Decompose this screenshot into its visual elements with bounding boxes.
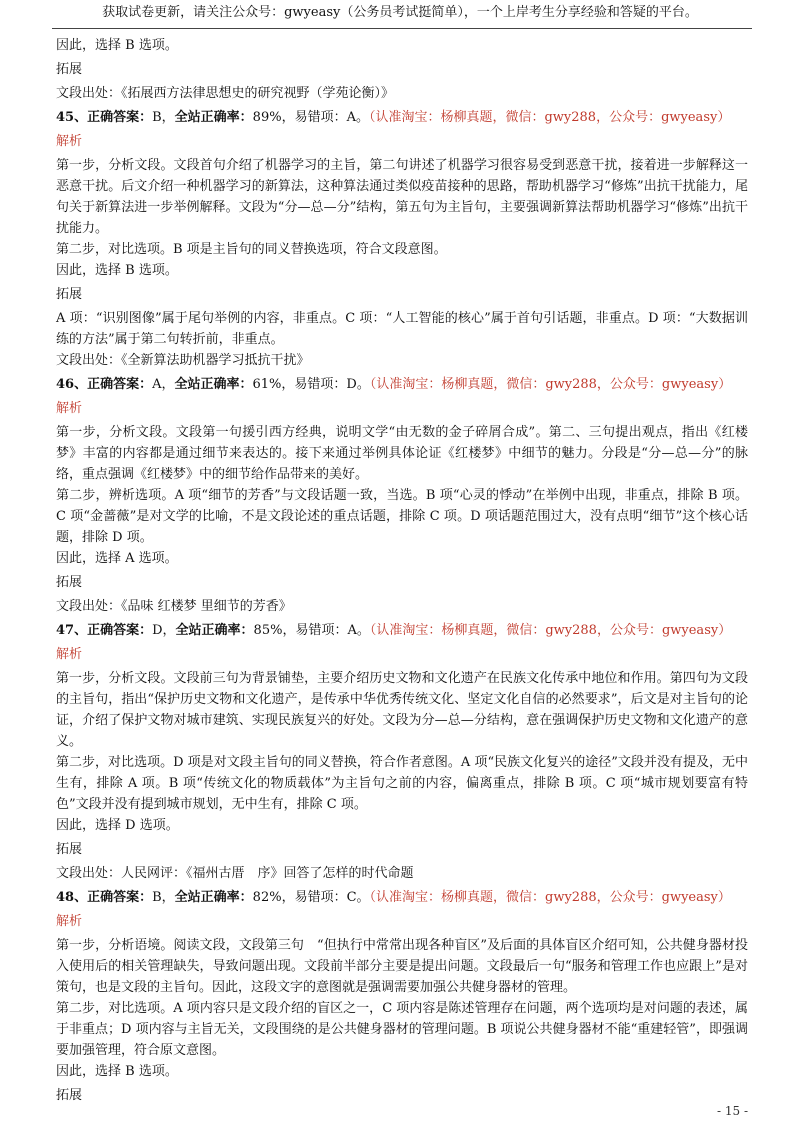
q45-tuozhan: 拓展 (56, 287, 83, 302)
q46-conclusion: 因此，选择 A 选项。 (56, 551, 178, 566)
q47-step1: 第一步，分析文段。文段前三句为背景铺垫，主要介绍历史文物和文化遗产在民族文化传承中地位和作用。第四句为文段的主旨句，指出“保护历史文物和文化遗产，是传承中华优秀传统文化、坚定文化自信的必然要求”，后文是对主旨句的论证，介绍了保护文物对城市建筑、实现民族复兴的好处。文段为分—总—分结构，意在强调保护历史文物和文化遗产的意义。 (56, 671, 748, 749)
q46-rate: 61%，易错项：D。 (252, 377, 370, 392)
q47-rate-label: 全站正确率： (175, 623, 254, 638)
q48-step1: 第一步，分析语境。阅读文段，文段第三句 “但执行中常常出现各种盲区”及后面的具体盲区介绍可知，公共健身器材投入使用后的相关管理缺失，导致问题出现。文段前半部分主要是提出问题。文段最后一句“服务和管理工作也应跟上”是对策句，也是文段的主旨句。因此，这段文字的意图就是强调需要加强公共健身器材的管理。 (56, 938, 748, 995)
q47-num: 47、正确答案： (56, 623, 153, 638)
q45-step2: 第二步，对比选项。B 项是主旨句的同义替换选项，符合文段意图。 (56, 242, 447, 257)
q45-rate: 89%，易错项：A。 (252, 110, 369, 125)
q47-tuozhan: 拓展 (56, 842, 83, 857)
q47-ans: D， (152, 623, 176, 638)
q45-jiexi: 解析 (56, 134, 83, 149)
q45-conclusion: 因此，选择 B 选项。 (56, 263, 178, 278)
q45-answer-line (56, 107, 748, 128)
q48-tuozhan: 拓展 (56, 1088, 83, 1103)
q48-rate-label: 全站正确率： (174, 890, 253, 905)
q47-rate: 85%，易错项：A。 (253, 623, 370, 638)
page-header: 获取试卷更新，请关注公众号：gwyeasy（公务员考试挺简单），一个上岸考生分享经验和答疑的平台。 (102, 5, 698, 20)
q46-source: 文段出处：《品味 红楼梦 里细节的芳香》 (56, 599, 292, 614)
header-divider (52, 28, 752, 29)
q48-step2: 第二步，对比选项。A 项内容只是文段介绍的盲区之一，C 项内容是陈述管理存在问题，两个选项均是对问题的表述，属于非重点；D 项内容与主旨无关，文段围绕的是公共健身器材的管理问题。B 项说公共健身器材不能“重建轻管”，即强调要加强管理，符合原文意图。 (56, 1001, 748, 1058)
q46-num: 46、正确答案： (56, 377, 153, 392)
q48-jiexi: 解析 (56, 914, 83, 929)
document-body (56, 35, 748, 1106)
q45-options-note: A 项：“识别图像”属于尾句举例的内容，非重点。C 项：“人工智能的核心”属于首句引话题，非重点。D 项：“大数据训练的方法”属于第二句转折前，非重点。 (56, 311, 748, 347)
q46-ans: A， (152, 377, 175, 392)
q47-step2: 第二步，对比选项。D 项是对文段主旨句的同义替换，符合作者意图。A 项“民族文化复兴的途径”文段并没有提及，无中生有，排除 A 项。B 项“传统文化的物质载体”为主旨句之前的内容，偏离重点，排除 B 项。C 项“城市规划要富有特色”文段并没有提到城市规划，无中生有，排除 C 项。 (56, 755, 748, 812)
q48-promo: （认准淘宝：杨柳真题，微信：gwy288，公众号：gwyeasy） (369, 890, 731, 905)
q45-promo: （认准淘宝：杨柳真题，微信：gwy288，公众号：gwyeasy） (368, 110, 731, 125)
q46-step2: 第二步，辨析选项。A 项“细节的芳香”与文段话题一致，当选。B 项“心灵的悸动”在举例中出现，非重点，排除 B 项。C 项“金蔷薇”是对文学的比喻，不是文段论述的重点话题，排除 C 项。D 项话题范围过大，没有点明“细节”这个核心话题，排除 D 项。 (56, 488, 748, 545)
q48-ans: B， (152, 890, 175, 905)
q46-jiexi: 解析 (56, 401, 83, 416)
q47-promo: （认准淘宝：杨柳真题，微信：gwy288，公众号：gwyeasy） (369, 623, 732, 638)
q46-step1: 第一步，分析文段。文段第一句援引西方经典，说明文学“由无数的金子碎屑合成”。第二、三句提出观点，指出《红楼梦》丰富的内容都是通过细节来表达的。接下来通过举例具体论证《红楼梦》中细节的魅力。分段是“分—总—分”的脉络，重点强调《红楼梦》中的细节给作品带来的美好。 (56, 425, 748, 482)
q45-source: 文段出处：《全新算法助机器学习抵抗干扰》 (56, 353, 310, 368)
q45-num: 45、正确答案： (56, 110, 153, 125)
q48-conclusion: 因此，选择 B 选项。 (56, 1064, 178, 1079)
q48-answer-line (56, 887, 748, 908)
intro-tuozhan: 拓展 (56, 62, 83, 77)
q45-rate-label: 全站正确率： (174, 110, 253, 125)
page-number: - 15 - (716, 1104, 748, 1118)
q45-ans: B， (152, 110, 175, 125)
q48-num: 48、正确答案： (56, 890, 153, 905)
intro-conclusion: 因此，选择 B 选项。 (56, 38, 178, 53)
q47-answer-line (56, 620, 748, 641)
q46-promo: （认准淘宝：杨柳真题，微信：gwy288，公众号：gwyeasy） (369, 377, 732, 392)
q46-rate-label: 全站正确率： (174, 377, 253, 392)
q46-tuozhan: 拓展 (56, 575, 83, 590)
q47-source: 文段出处：人民网评：《福州古厝 序》回答了怎样的时代命题 (56, 866, 414, 881)
q48-rate: 82%，易错项：C。 (252, 890, 370, 905)
q46-answer-line (56, 374, 748, 395)
q47-conclusion: 因此，选择 D 选项。 (56, 818, 179, 833)
intro-source: 文段出处：《拓展西方法律思想史的研究视野（学苑论衡）》 (56, 86, 395, 101)
q47-jiexi: 解析 (56, 647, 83, 662)
q45-step1: 第一步，分析文段。文段首句介绍了机器学习的主旨，第二句讲述了机器学习很容易受到恶意干扰，接着进一步解释这一恶意干扰。后文介绍一种机器学习的新算法，这种算法通过类似疫苗接种的思路，帮助机器学习“修炼”出抗干扰能力，尾句关于新算法进一步举例解释。文段为“分—总—分”结构，第五句为主旨句，主要强调新算法帮助机器学习“修炼”出抗干扰能力。 (56, 158, 748, 236)
